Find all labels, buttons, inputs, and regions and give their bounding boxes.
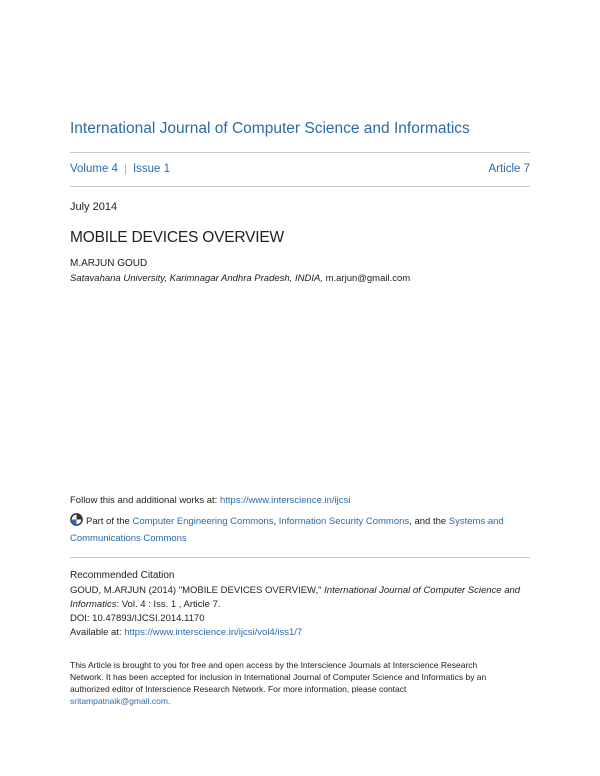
issue-info-row bbox=[70, 163, 530, 175]
part-of-separator-2: , and the bbox=[409, 516, 449, 527]
divider-top bbox=[70, 152, 530, 153]
divider-bottom bbox=[70, 186, 530, 187]
citation-journal-part2: Informatics bbox=[70, 599, 117, 610]
citation-available bbox=[70, 626, 530, 640]
author-name: M.ARJUN GOUD bbox=[70, 258, 148, 269]
access-note bbox=[70, 659, 530, 707]
volume-issue-separator bbox=[125, 164, 126, 175]
citation-block bbox=[70, 584, 530, 640]
available-link[interactable]: https://www.interscience.in/ijcsi/vol4/iss1/7 bbox=[124, 627, 303, 638]
part-of-prefix: Part of the bbox=[86, 516, 133, 527]
note-line-3: authorized editor of Interscience Research Network. For more information, please contact bbox=[70, 684, 407, 694]
systems-communications-commons-link[interactable]: Systems and Communications Commons bbox=[70, 516, 504, 544]
volume-link[interactable]: Volume 4 bbox=[70, 163, 118, 175]
citation-authors: GOUD, M.ARJUN (2014) "MOBILE DEVICES OVERVIEW," bbox=[70, 585, 325, 596]
part-of-commons bbox=[70, 513, 530, 547]
note-line-1: This Article is brought to you for free and open access by the Interscience Journals at Interscience Research bbox=[70, 660, 478, 670]
author-affiliation bbox=[70, 273, 410, 284]
article-link[interactable]: Article 7 bbox=[488, 163, 530, 175]
follow-line bbox=[70, 495, 350, 506]
computer-engineering-commons-link[interactable]: Computer Engineering Commons bbox=[132, 516, 274, 527]
affiliation-text: Satavahana University, Karimnagar Andhra Pradesh, INDIA, bbox=[70, 273, 323, 284]
citation-heading: Recommended Citation bbox=[70, 570, 175, 581]
part-of-separator-1: , bbox=[273, 516, 279, 527]
citation-line-2 bbox=[70, 598, 530, 612]
note-line-4 bbox=[70, 695, 530, 707]
note-line-2: Network. It has been accepted for inclusion in International Journal of Computer Science and Informatics by an bbox=[70, 672, 487, 682]
follow-prefix: Follow this and additional works at: bbox=[70, 495, 220, 506]
information-security-commons-link[interactable]: Information Security Commons bbox=[278, 516, 410, 527]
contact-email-link[interactable]: sritampatnaik@gmail.com bbox=[70, 696, 168, 706]
network-commons-icon bbox=[70, 513, 83, 526]
paper-title: MOBILE DEVICES OVERVIEW bbox=[70, 229, 284, 246]
citation-journal-part1: International Journal of Computer Science and bbox=[324, 585, 521, 596]
note-email-suffix: . bbox=[167, 696, 171, 706]
citation-line-1 bbox=[70, 584, 530, 598]
divider-citation bbox=[70, 557, 530, 558]
follow-link[interactable]: https://www.interscience.in/ijcsi bbox=[219, 495, 351, 506]
citation-doi: DOI: 10.47893/IJCSI.2014.1170 bbox=[70, 613, 205, 624]
journal-title-link[interactable]: International Journal of Computer Science and Informatics bbox=[70, 120, 470, 137]
available-prefix: Available at: bbox=[70, 627, 125, 638]
issue-link[interactable]: Issue 1 bbox=[132, 163, 171, 175]
publication-date: July 2014 bbox=[70, 201, 118, 213]
volume-issue-group bbox=[70, 163, 170, 175]
author-email: m.arjun@gmail.com bbox=[325, 273, 411, 284]
citation-volume: : Vol. 4 : Iss. 1 , Article 7. bbox=[116, 599, 221, 610]
